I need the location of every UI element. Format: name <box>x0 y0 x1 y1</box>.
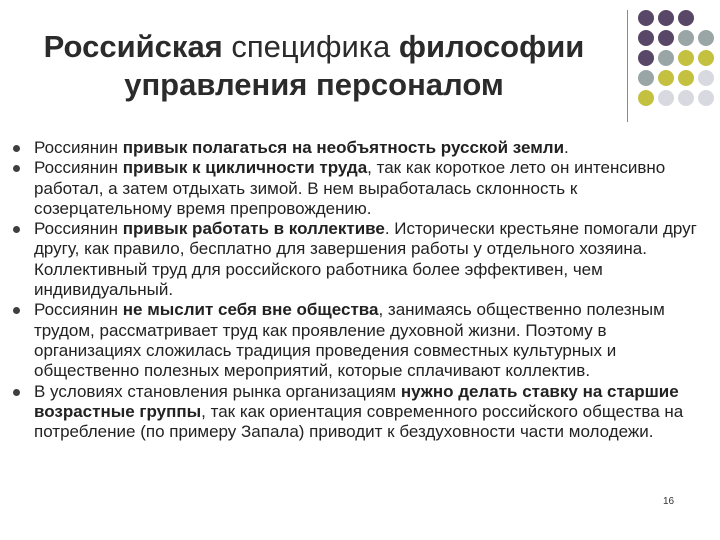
slide-title <box>10 28 618 104</box>
bullet-bold-text: нужно делать ставку на старшие возрастные группы <box>34 381 679 421</box>
bullet-text: Россиянин <box>34 300 123 320</box>
slide-title-part-2: специфика <box>231 29 391 64</box>
decor-dot <box>658 50 674 66</box>
slide-title-part-1: Российская <box>43 29 232 64</box>
decor-dot <box>678 30 694 46</box>
decor-dot <box>638 50 654 66</box>
decor-dot <box>678 90 694 106</box>
decor-dot <box>678 70 694 86</box>
decor-dot <box>658 10 674 26</box>
decor-dot <box>638 90 654 106</box>
decorative-dot-grid <box>638 10 714 106</box>
bullet-text: Россиянин <box>34 219 123 239</box>
bullet-bold-text: не мыслит себя вне общества <box>122 300 379 320</box>
bullet-text: . <box>564 138 569 157</box>
decor-dot <box>698 10 714 26</box>
bullet-item <box>10 300 715 381</box>
bullet-text: Россиянин <box>34 138 123 157</box>
bullet-text: . Исторически крестьяне помогали друг другу, как правило, бесплатно для завершения работы у отдельного хозяина. Коллективный труд для российского работника более эффективен, чем индивидуальный. <box>34 219 697 300</box>
decor-dot <box>678 10 694 26</box>
decor-dot <box>698 50 714 66</box>
decor-dot <box>638 30 654 46</box>
bullet-text: В условиях становления рынка организациям <box>34 381 401 401</box>
bullet-list <box>10 138 715 442</box>
bullet-text: , так как короткое лето он интенсивно работал, а затем отдыхать зимой. В нем выработалась склонность к созерцательному время препровождению. <box>34 158 666 218</box>
decor-dot <box>678 50 694 66</box>
bullet-text: , занимаясь общественно полезным трудом, рассматривает труд как проявление духовной жизни. Поэтому в организациях сложилась традиция проведения совместных культурных и общественно полезных мероприятий, которые сплачивают коллектив. <box>34 300 665 381</box>
decor-dot <box>638 70 654 86</box>
bullet-item <box>10 382 715 443</box>
decor-dot <box>658 70 674 86</box>
page-number: 16 <box>663 496 675 507</box>
bullet-item <box>10 219 715 300</box>
decor-dot <box>638 10 654 26</box>
bullet-bold-text: привык работать в коллективе <box>122 219 385 239</box>
bullet-text: Россиянин <box>34 158 123 178</box>
bullet-text: , так как ориентация современного российского общества на потребление (по примеру Запала) приводит к бездуховности части молодежи. <box>34 401 684 442</box>
decor-dot <box>658 90 674 106</box>
bullet-item <box>10 138 715 158</box>
decor-dot <box>698 90 714 106</box>
bullet-bold-text: привык к цикличности труда <box>122 158 368 178</box>
bullet-item <box>10 158 715 219</box>
bullet-bold-text: привык полагаться на необъятность русской земли <box>122 138 565 157</box>
slide-title-part-3: философии управления персоналом <box>124 29 585 102</box>
decor-dot <box>698 70 714 86</box>
decor-dot <box>658 30 674 46</box>
title-divider-line <box>627 10 628 122</box>
decor-dot <box>698 30 714 46</box>
